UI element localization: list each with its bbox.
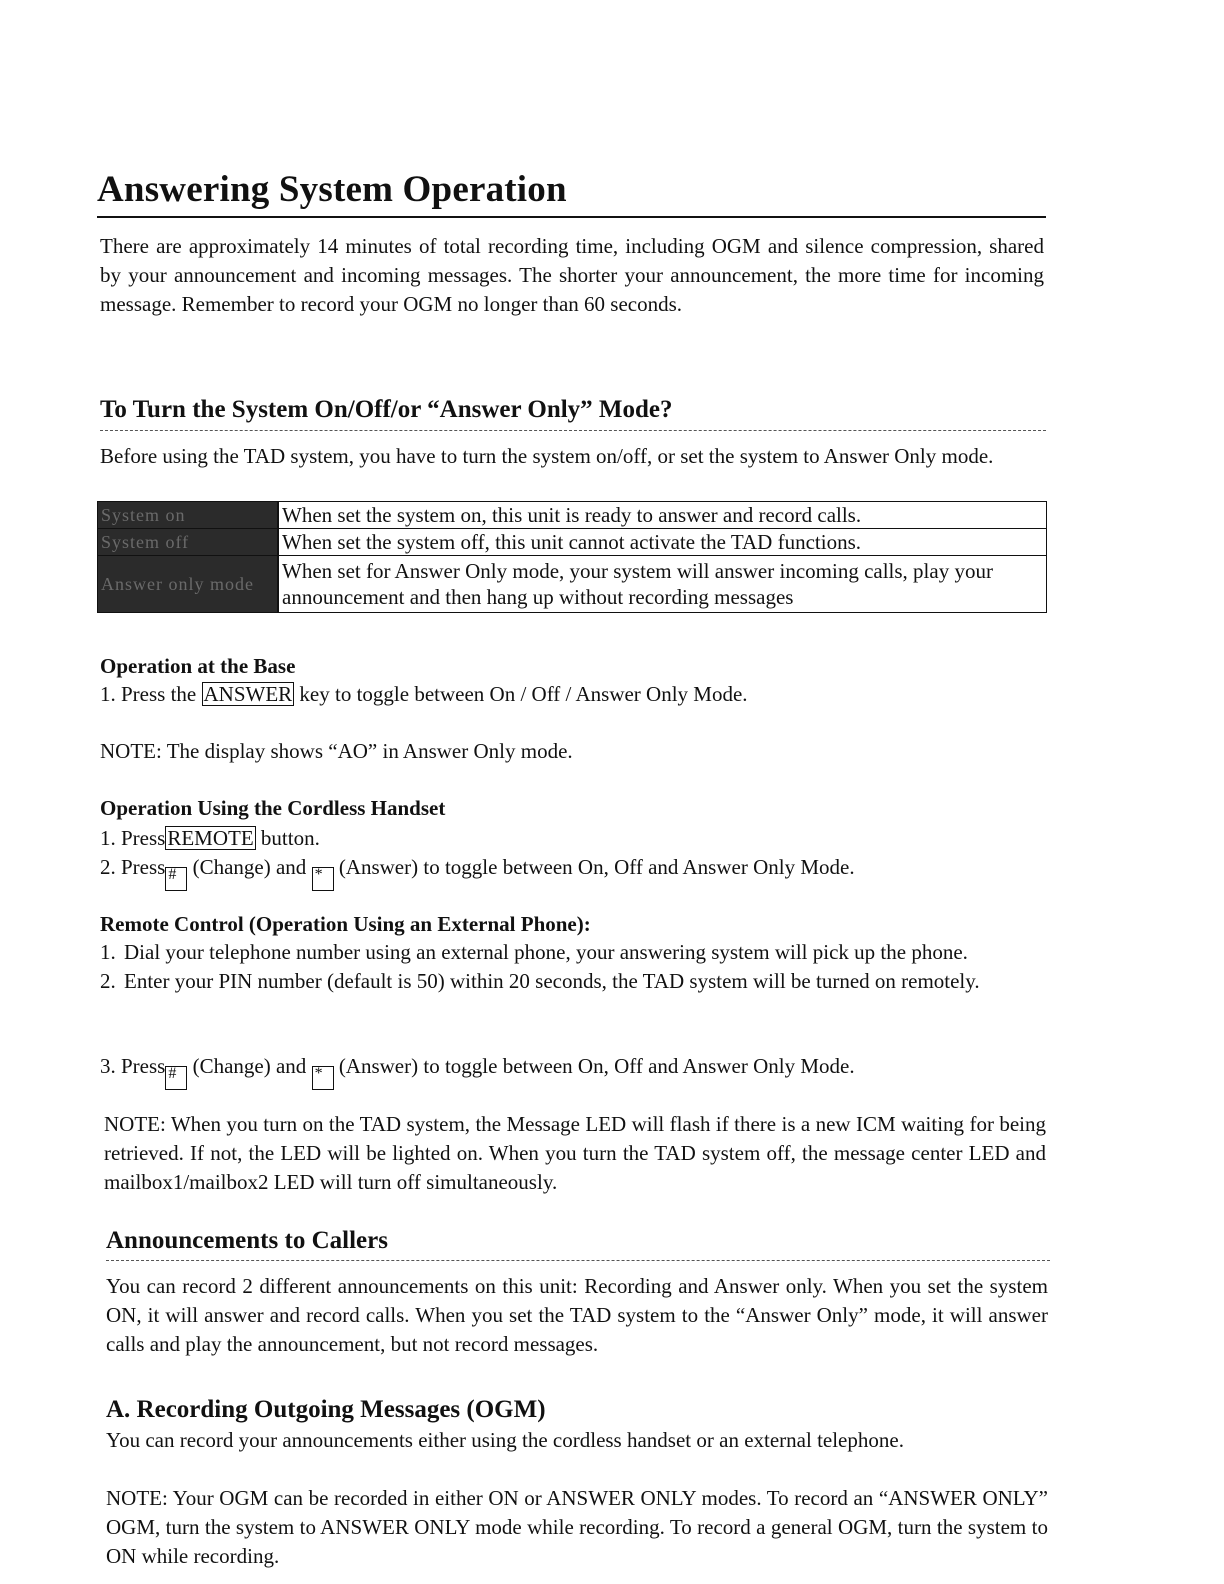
step-text: key to toggle between On / Off / Answer Only Mode. xyxy=(299,682,748,706)
mode-label: System off xyxy=(98,529,279,556)
page-title: Answering System Operation xyxy=(97,169,567,210)
mode-desc: When set for Answer Only mode, your system will answer incoming calls, play your announcement and then hang up without recording messages xyxy=(278,556,1047,613)
announcements-heading: Announcements to Callers xyxy=(106,1227,388,1254)
step-text: Dial your telephone number using an external phone, your answering system will pick up the phone. xyxy=(124,940,968,964)
remote-note: NOTE: When you turn on the TAD system, the Message LED will flash if there is a new ICM waiting for being retrieved. If not, the LED will be lighted on. When you turn the TAD system off, the message center LED and mailbox1/mailbox2 LED will turn off simultaneously. xyxy=(104,1112,1046,1194)
list-item xyxy=(100,938,1044,967)
base-heading: Operation at the Base xyxy=(100,654,296,678)
mode-desc: When set the system on, this unit is ready to answer and record calls. xyxy=(278,502,1047,529)
step-text: 3. Press xyxy=(100,1054,166,1078)
section-rule xyxy=(100,430,1046,431)
mode-row xyxy=(98,556,1047,613)
hash-key: # xyxy=(165,1066,187,1090)
step-number: 1. xyxy=(100,940,116,964)
remote-steps xyxy=(100,938,1044,996)
step-text: 1. Press xyxy=(100,826,166,850)
mode-label: Answer only mode xyxy=(98,556,279,613)
step-text: (Answer) to toggle between On, Off and Answer Only Mode. xyxy=(338,855,855,879)
mode-label: System on xyxy=(98,502,279,529)
remote-step-3 xyxy=(100,1052,1044,1090)
list-item xyxy=(100,967,1044,996)
handset-heading: Operation Using the Cordless Handset xyxy=(100,796,446,820)
remote-heading: Remote Control (Operation Using an External Phone): xyxy=(100,912,591,936)
turn-intro: Before using the TAD system, you have to turn the system on/off, or set the system to Answer Only mode. xyxy=(100,444,994,468)
section-rule xyxy=(106,1260,1050,1261)
step-text: Enter your PIN number (default is 50) within 20 seconds, the TAD system will be turned on remotely. xyxy=(124,969,980,993)
handset-step-2 xyxy=(100,853,1044,891)
handset-step-1 xyxy=(100,824,1044,853)
base-note: NOTE: The display shows “AO” in Answer Only mode. xyxy=(100,739,573,763)
star-key: * xyxy=(312,867,334,891)
hash-key: # xyxy=(165,867,187,891)
remote-key: REMOTE xyxy=(167,826,254,850)
remote-step-list xyxy=(100,938,1044,996)
step-text: 1. Press the xyxy=(100,682,197,706)
ogm-heading: A. Recording Outgoing Messages (OGM) xyxy=(106,1396,546,1423)
step-text: (Answer) to toggle between On, Off and Answer Only Mode. xyxy=(338,1054,855,1078)
title-rule xyxy=(97,216,1046,218)
intro-paragraph: There are approximately 14 minutes of total recording time, including OGM and silence compression, shared by your announcement and incoming messages. The shorter your announcement, the more time for incoming message. Remember to record your OGM no longer than 60 seconds. xyxy=(100,234,1044,316)
ogm-note: NOTE: Your OGM can be recorded in either ON or ANSWER ONLY modes. To record an “ANSWER ONLY” OGM, turn the system to ANSWER ONLY mode while recording. To record a general OGM, turn the system to ON while recording. xyxy=(106,1486,1048,1568)
mode-table xyxy=(97,501,1047,613)
mode-desc: When set the system off, this unit cannot activate the TAD functions. xyxy=(278,529,1047,556)
ogm-body: You can record your announcements either using the cordless handset or an external telephone. xyxy=(106,1428,904,1452)
section-heading-turn: To Turn the System On/Off/or “Answer Only” Mode? xyxy=(100,396,673,423)
step-text: 2. Press xyxy=(100,855,166,879)
step-text: (Change) and xyxy=(192,855,307,879)
step-number: 2. xyxy=(100,969,116,993)
announcements-body: You can record 2 different announcements on this unit: Recording and Answer only. When you set the system ON, it will answer and record calls. When you set the TAD system to the “Answer Only” mode, it will answer calls and play the announcement, but not record messages. xyxy=(106,1274,1048,1356)
mode-row xyxy=(98,502,1047,529)
step-text: (Change) and xyxy=(192,1054,307,1078)
answer-key: ANSWER xyxy=(203,682,293,706)
mode-row xyxy=(98,529,1047,556)
base-step-1 xyxy=(100,680,1044,709)
step-text: button. xyxy=(260,826,320,850)
star-key: * xyxy=(312,1066,334,1090)
